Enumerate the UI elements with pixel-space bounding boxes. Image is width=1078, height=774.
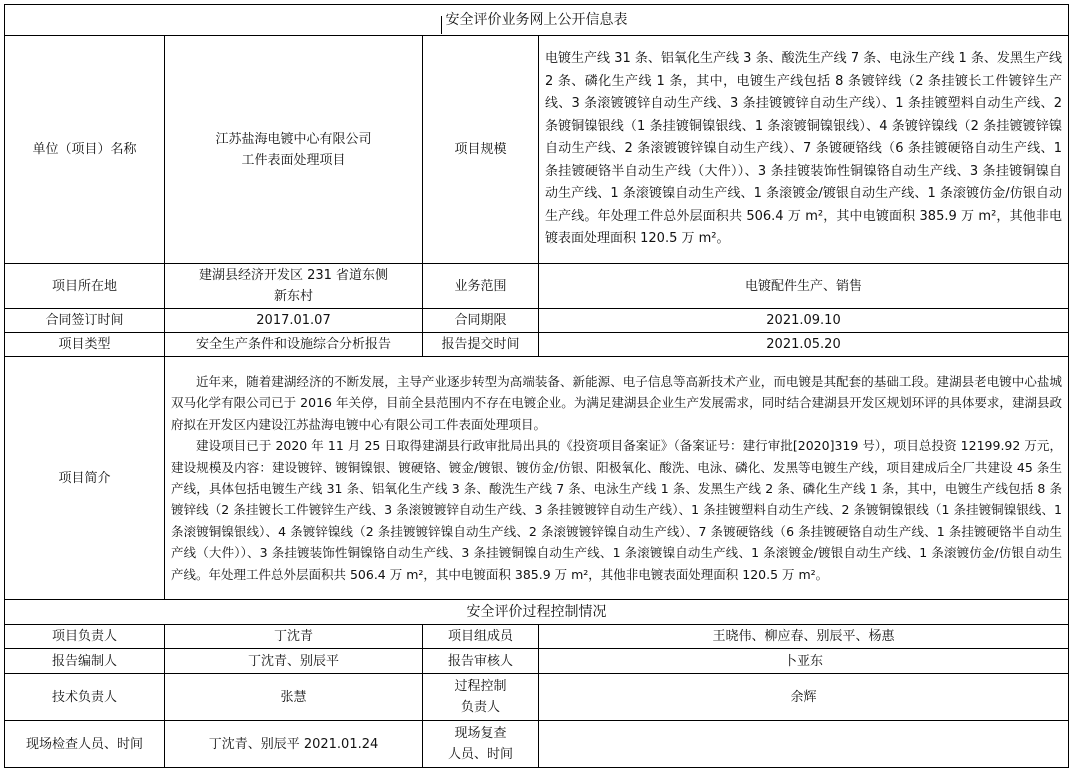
- site-value: 丁沈青、别辰平 2021.01.24: [165, 721, 423, 768]
- scope-value: 电镀配件生产、销售: [539, 264, 1069, 309]
- info-table: [4, 4, 1069, 768]
- submit-label: 报告提交时间: [423, 333, 539, 357]
- table-title: 安全评价业务网上公开信息表: [5, 5, 1069, 36]
- location-row: [5, 264, 1069, 309]
- recheck-label-line2: 人员、时间: [447, 747, 513, 762]
- submit-value: 2021.05.20: [539, 333, 1069, 357]
- recheck-value: [539, 721, 1069, 768]
- members-value: 王晓伟、柳应春、别辰平、杨惠: [539, 625, 1069, 649]
- document: [4, 4, 1069, 768]
- reviewer-value: 卜亚东: [539, 649, 1069, 674]
- unit-value-line1: 江苏盐海电镀中心有限公司: [215, 131, 372, 147]
- scale-value: 电镀生产线 31 条、铝氧化生产线 3 条、酸洗生产线 7 条、电泳生产线 1 条、发黑生产线 2 条、磷化生产线 1 条，其中，电镀生产线包括 8 条镀锌线（2 条挂镀长工件镀锌生产线、3 条滚镀镀锌自动生产线、3 条挂镀镀锌自动生产线）、1 条挂镀塑料自动生产线、2 条镀铜镍银线（1 条挂镀铜镍银线、1 条滚镀铜镍银线）、4 条镀锌镍线（2 条挂镀镀锌镍自动生产线、2 条滚镀镀锌镍自动生产线）、7 条镀硬铬线（6 条挂镀硬铬自动生产线、1 条挂镀硬铬半自动生产线（大件））、3 条挂镀装饰性铜镍铬自动生产线、3 条挂镀铜镍自动生产线、1 条滚镀镍自动生产线、1 条滚镀金/镀银自动生产线、1 条滚镀仿金/仿银自动生产线。年处理工件总外层面积共 506.4 万 m²，其中电镀面积 385.9 万 m²，其他非电镀表面处理面积 120.5 万 m²。: [539, 36, 1069, 264]
- members-label: 项目组成员: [423, 625, 539, 649]
- intro-label: 项目简介: [5, 357, 165, 600]
- process-label: [423, 674, 539, 721]
- process-value: 余辉: [539, 674, 1069, 721]
- leader-label: 项目负责人: [5, 625, 165, 649]
- location-label: 项目所在地: [5, 264, 165, 309]
- process-label-line2: 负责人: [460, 700, 500, 715]
- contract-label: 合同签订时间: [5, 309, 165, 333]
- text-cursor: [441, 16, 442, 34]
- type-value: 安全生产条件和设施综合分析报告: [165, 333, 423, 357]
- author-row: [5, 649, 1069, 674]
- scope-label: 业务范围: [423, 264, 539, 309]
- section2-title: 安全评价过程控制情况: [5, 600, 1069, 625]
- type-label: 项目类型: [5, 333, 165, 357]
- type-row: [5, 333, 1069, 357]
- contract-row: [5, 309, 1069, 333]
- tech-row: [5, 674, 1069, 721]
- author-label: 报告编制人: [5, 649, 165, 674]
- intro-paragraph-2: 建设项目已于 2020 年 11 月 25 日取得建湖县行政审批局出具的《投资项目备案证》（备案证号：建行审批[2020]319 号），项目总投资 12199.92 万元，建设规模及内容：建设镀锌、镀铜镍银、镀硬铬、镀金/镀银、镀仿金/仿银、阳极氧化、酸洗、电泳、磷化、发黑等电镀生产线，项目建成后全厂共建设 45 条生产线，具体包括电镀生产线 31 条、铝氧化生产线 3 条、酸洗生产线 7 条、电泳生产线 1 条、发黑生产线 2 条、磷化生产线 1 条，其中，电镀生产线包括 8 条镀锌线（2 条挂镀长工件镀锌生产线、3 条滚镀镀锌自动生产线、3 条挂镀镀锌自动生产线）、1 条挂镀塑料自动生产线、2 条镀铜镍银线（1 条挂镀铜镍银线、1 条滚镀铜镍银线）、4 条镀锌镍线（2 条挂镀镀锌镍自动生产线、2 条滚镀镀锌镍自动生产线）、7 条镀硬铬线（6 条挂镀硬铬自动生产线、1 条挂镀硬铬半自动生产线（大件））、3 条挂镀装饰性铜镍铬自动生产线、3 条挂镀铜镍自动生产线、1 条滚镀镍自动生产线、1 条滚镀金/镀银自动生产线、1 条滚镀仿金/仿银自动生产线。年处理工件总外层面积共 506.4 万 m²，其中电镀面积 385.9 万 m²，其他非电镀表面处理面积 120.5 万 m²。: [171, 438, 1062, 582]
- intro-value: [165, 357, 1069, 600]
- unit-value-line2: 工件表面处理项目: [241, 152, 346, 168]
- site-label: 现场检查人员、时间: [5, 721, 165, 768]
- unit-label: 单位（项目）名称: [5, 36, 165, 264]
- period-label: 合同期限: [423, 309, 539, 333]
- intro-paragraph-1: 近年来，随着建湖经济的不断发展，主导产业逐步转型为高端装备、新能源、电子信息等高新技术产业，而电镀是其配套的基础工段。建湖县老电镀中心盐城双马化学有限公司已于 2016 年关停，目前全县范围内不存在电镀企业。为满足建湖县企业生产发展需求，同时结合建湖县开发区规划环评的具体要求，建湖县政府拟在开发区内建设江苏盐海电镀中心有限公司工件表面处理项目。: [171, 373, 1062, 432]
- location-value: [165, 264, 423, 309]
- site-row: [5, 721, 1069, 768]
- unit-value: [165, 36, 423, 264]
- location-value-line2: 新东村: [273, 289, 313, 304]
- reviewer-label: 报告审核人: [423, 649, 539, 674]
- intro-row: [5, 357, 1069, 600]
- period-value: 2021.09.10: [539, 309, 1069, 333]
- recheck-label-line1: 现场复查: [454, 726, 507, 741]
- contract-value: 2017.01.07: [165, 309, 423, 333]
- leader-row: [5, 625, 1069, 649]
- tech-label: 技术负责人: [5, 674, 165, 721]
- recheck-label: [423, 721, 539, 768]
- leader-value: 丁沈青: [165, 625, 423, 649]
- author-value: 丁沈青、别辰平: [165, 649, 423, 674]
- unit-row: [5, 36, 1069, 264]
- title-row: [5, 5, 1069, 36]
- tech-value: 张慧: [165, 674, 423, 721]
- location-value-line1: 建湖县经济开发区 231 省道东侧: [198, 268, 389, 283]
- section2-row: [5, 600, 1069, 625]
- scale-label: 项目规模: [423, 36, 539, 264]
- process-label-line1: 过程控制: [454, 679, 507, 694]
